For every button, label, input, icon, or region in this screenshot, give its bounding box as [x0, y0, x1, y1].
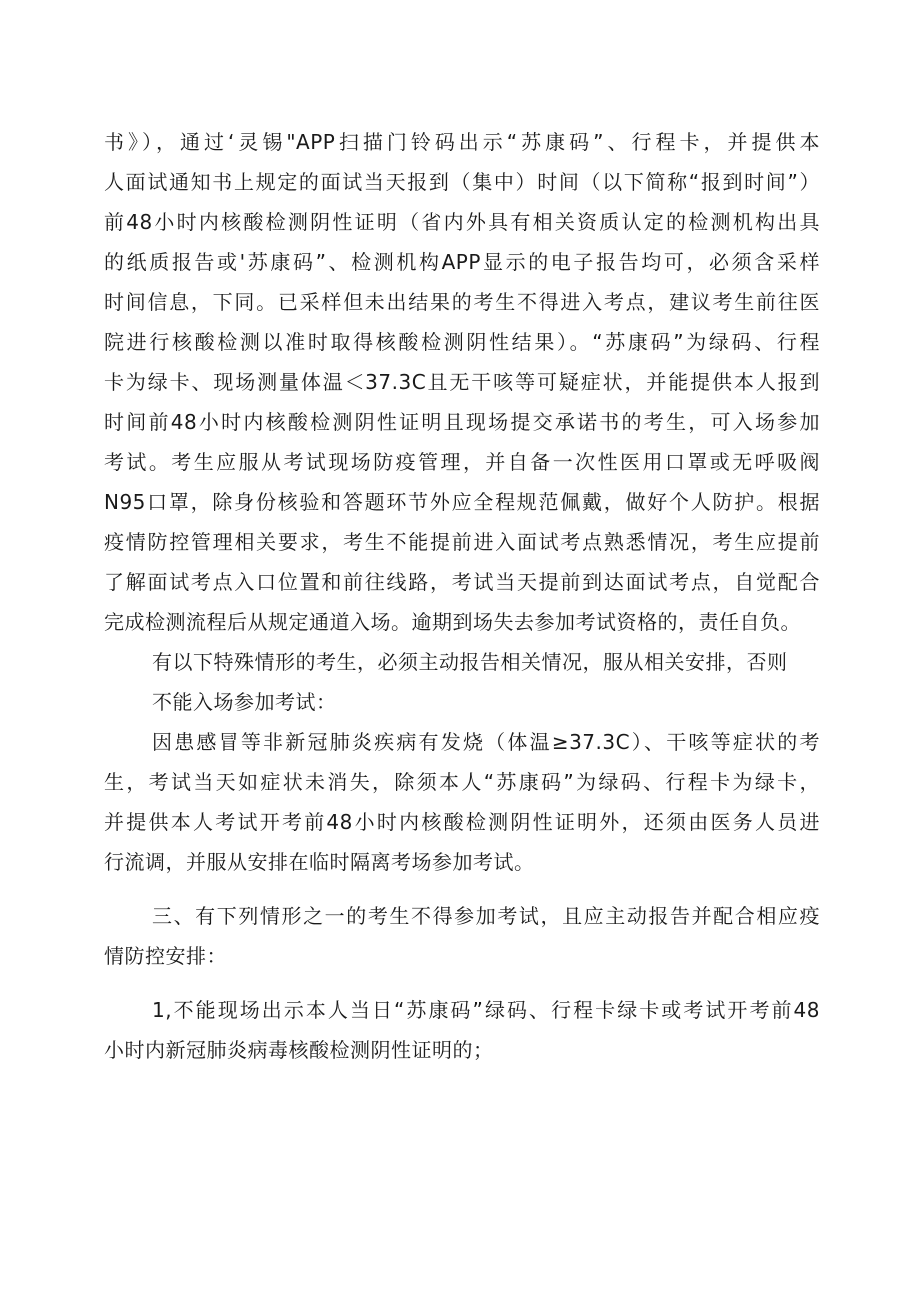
paragraph-item-one: [104, 990, 820, 1070]
text-line: 情防控安排：: [104, 944, 227, 968]
text-line: 考试。考生应服从考试现场防疫管理，并自备一次性医用口罩或无呼吸阀: [104, 450, 820, 474]
text-line: 1,不能现场出示本人当日“苏康码”绿码、行程卡绿卡或考试开考前48: [152, 998, 820, 1022]
text-line: 前48小时内核酸检测阴性证明（省内外具有相关资质认定的检测机构出具: [104, 210, 820, 234]
text-line: 时间前48小时内核酸检测阴性证明且现场提交承诺书的考生，可入场参加: [104, 410, 820, 434]
text-line: 人面试通知书上规定的面试当天报到（集中）时间（以下简称“报到时间”）: [104, 170, 820, 194]
text-line: 因患感冒等非新冠肺炎疾病有发烧（体温≥37.3C）、干咳等症状的考: [152, 730, 820, 754]
text-line: 生，考试当天如症状未消失，除须本人“苏康码”为绿码、行程卡为绿卡，: [104, 770, 820, 794]
text-line: N95口罩，除身份核验和答题环节外应全程规范佩戴，做好个人防护。根据: [104, 490, 820, 514]
text-line: 卡为绿卡、现场测量体温＜37.3C且无干咳等可疑症状，并能提供本人报到: [104, 370, 820, 394]
text-line: 三、有下列情形之一的考生不得参加考试，且应主动报告并配合相应疫: [152, 904, 820, 928]
text-line: 院进行核酸检测以准时取得核酸检测阴性结果）。“苏康码”为绿码、行程: [104, 330, 820, 354]
paragraph-entry-requirements: [104, 122, 820, 642]
paragraph-gap: [104, 882, 820, 896]
text-line: 小时内新冠肺炎病毒核酸检测阴性证明的；: [104, 1038, 494, 1062]
paragraph-section-three: [104, 896, 820, 976]
text-line: 时间信息，下同。已采样但未出结果的考生不得进入考点，建议考生前往医: [104, 290, 820, 314]
text-line: 不能入场参加考试：: [152, 690, 337, 714]
paragraph-fever-cases: [104, 722, 820, 882]
text-line: 书》），通过‘灵锡"APP扫描门铃码出示“苏康码”、行程卡，并提供本: [104, 130, 820, 154]
document-body: [104, 122, 820, 1070]
text-line: 有以下特殊情形的考生，必须主动报告相关情况，服从相关安排，否则: [152, 650, 788, 674]
paragraph-special-cases: [104, 642, 820, 722]
text-line: 完成检测流程后从规定通道入场。逾期到场失去参加考试资格的，责任自负。: [104, 610, 801, 634]
text-line: 行流调，并服从安排在临时隔离考场参加考试。: [104, 850, 535, 874]
text-line: 并提供本人考试开考前48小时内核酸检测阴性证明外，还须由医务人员进: [104, 810, 820, 834]
text-line: 疫情防控管理相关要求，考生不能提前进入面试考点熟悉情况，考生应提前: [104, 530, 820, 554]
text-line: 了解面试考点入口位置和前往线路，考试当天提前到达面试考点，自觉配合: [104, 570, 820, 594]
text-line: 的纸质报告或'苏康码”、检测机构APP显示的电子报告均可，必须含采样: [104, 250, 820, 274]
paragraph-gap: [104, 976, 820, 990]
